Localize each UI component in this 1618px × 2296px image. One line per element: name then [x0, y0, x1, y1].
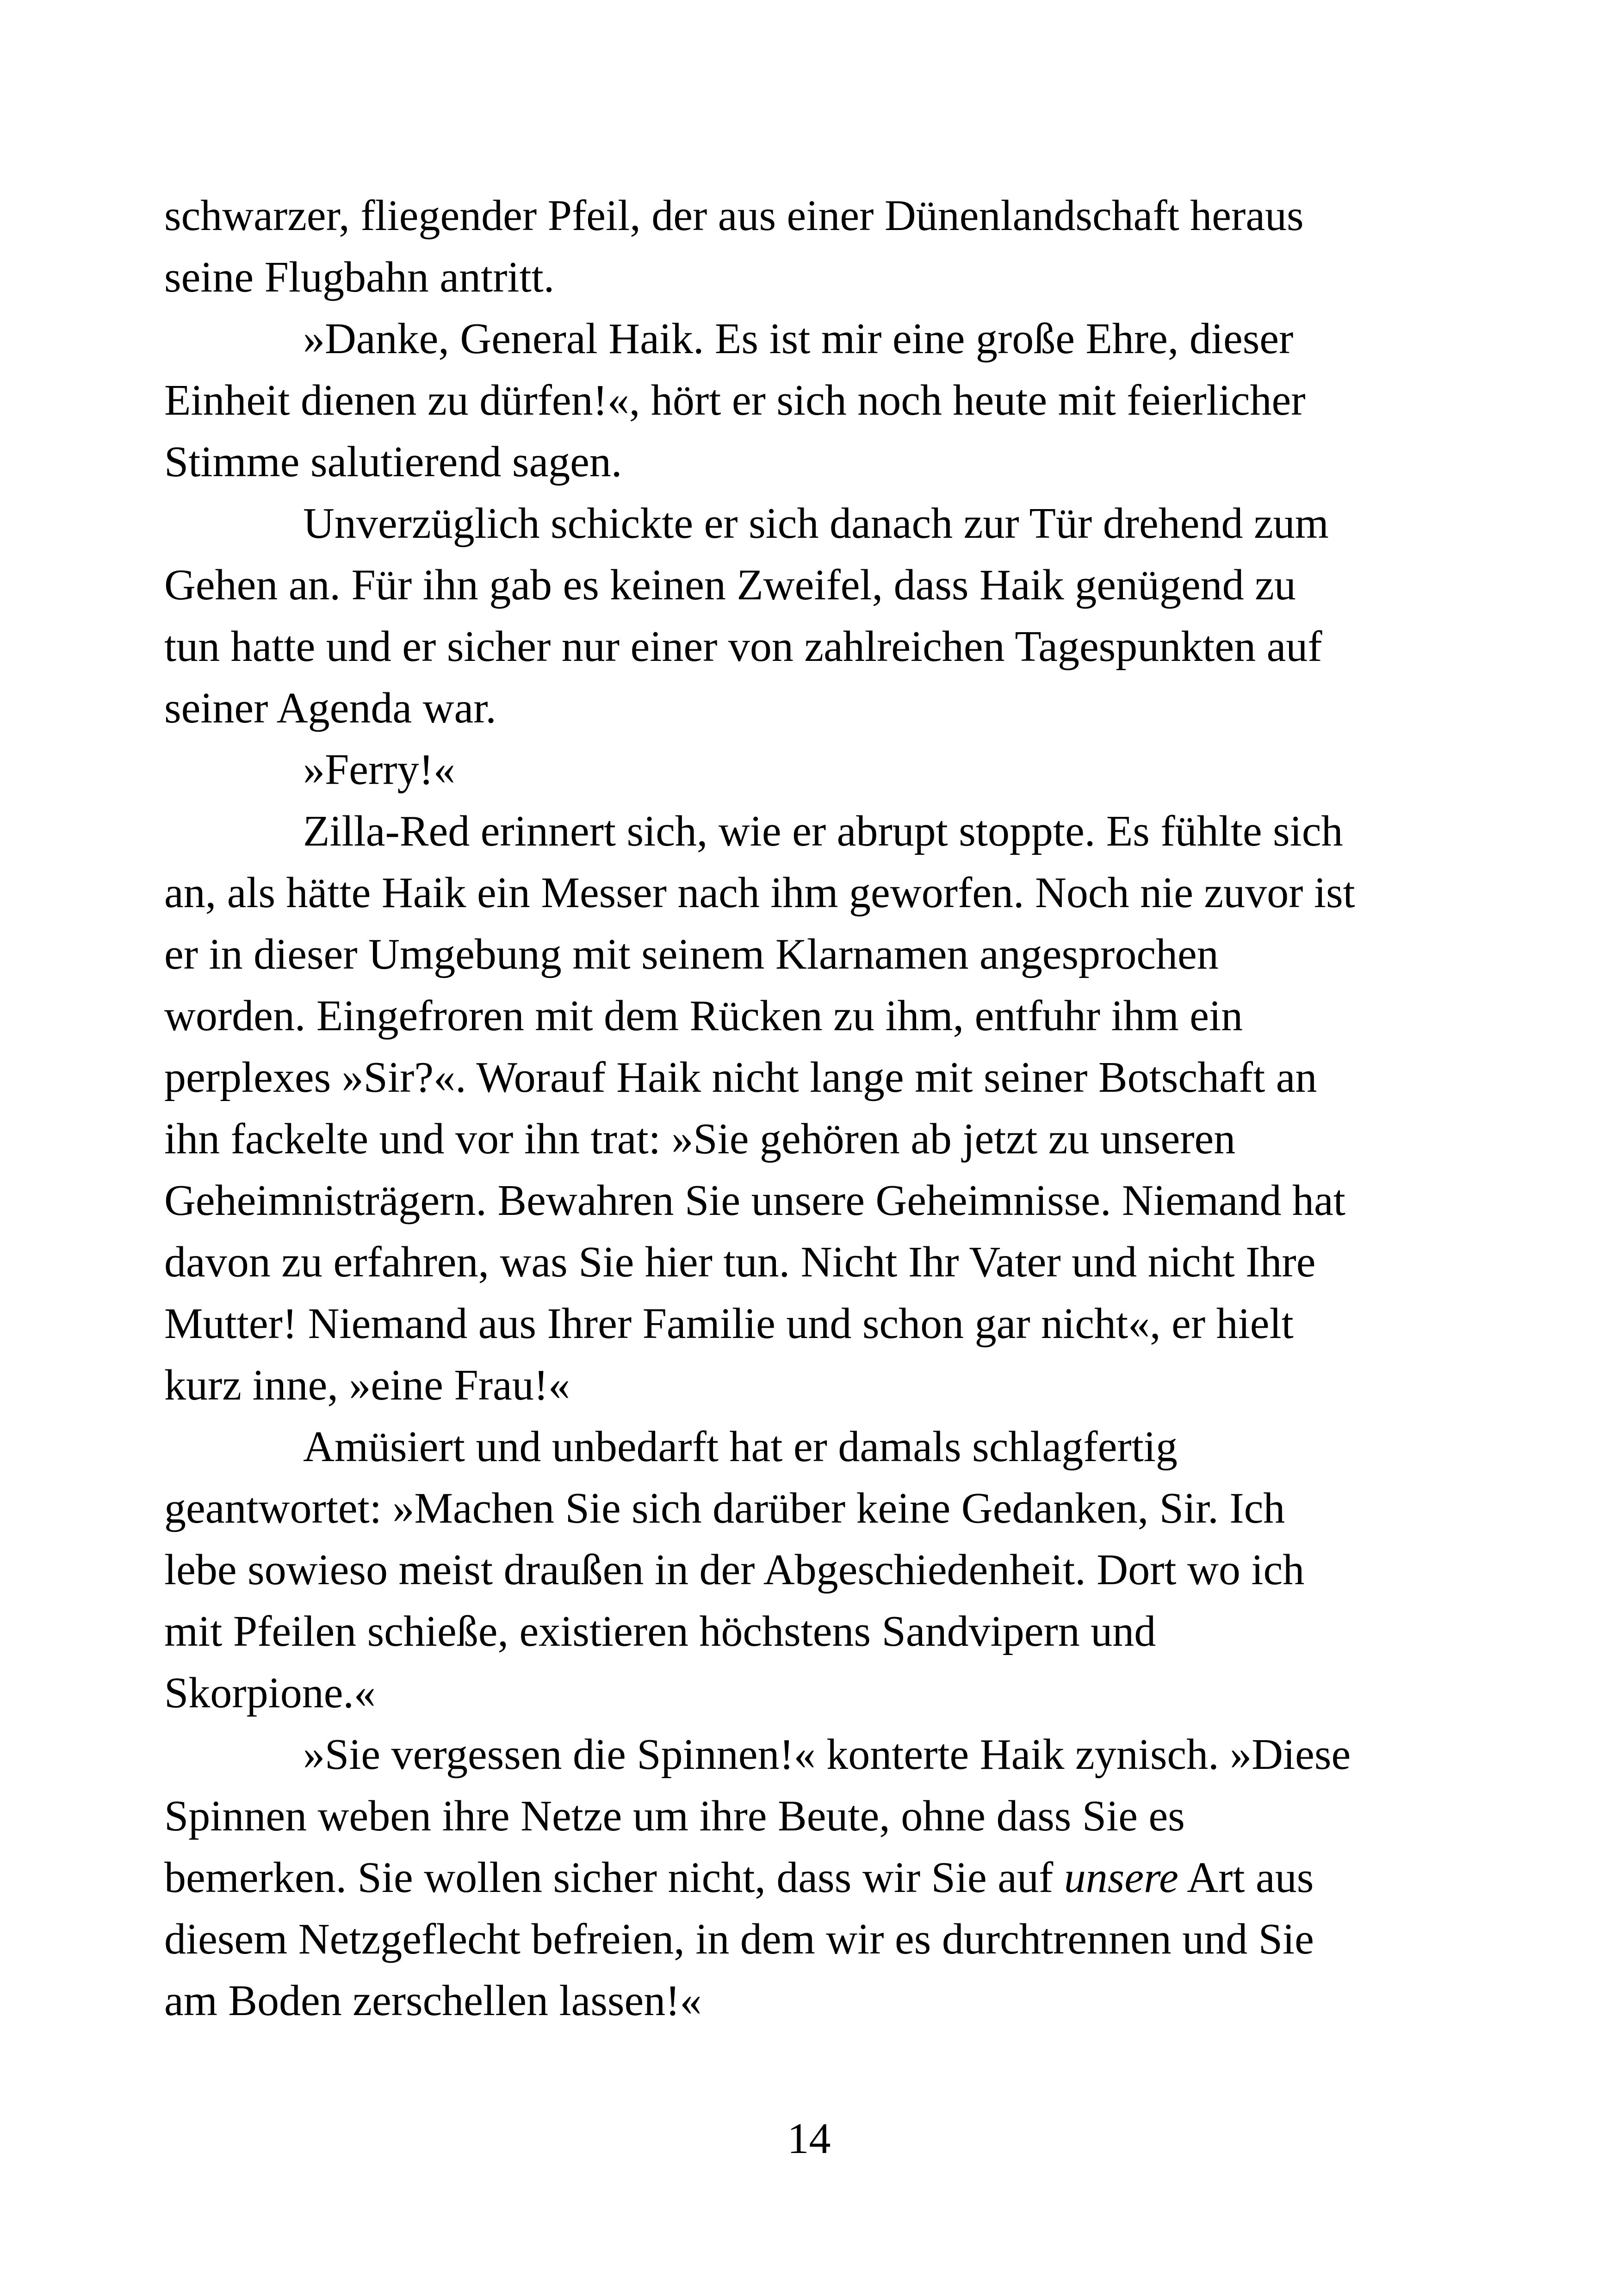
- text-line: kurz inne, »eine Frau!«: [164, 1361, 570, 1409]
- text-line: Stimme salutierend sagen.: [164, 438, 622, 486]
- text-line: Zilla-Red erinnert sich, wie er abrupt stoppte. Es fühlte sich: [303, 807, 1343, 855]
- text-line: »Danke, General Haik. Es ist mir eine große Ehre, dieser: [303, 315, 1294, 363]
- text-line: ihn fackelte und vor ihn trat: »Sie gehören ab jetzt zu unseren: [164, 1115, 1236, 1163]
- text-line: Spinnen weben ihre Netze um ihre Beute, ohne dass Sie es: [164, 1792, 1185, 1840]
- text-line: Geheimnisträgern. Bewahren Sie unsere Geheimnisse. Niemand hat: [164, 1176, 1345, 1225]
- text-line: tun hatte und er sicher nur einer von zahlreichen Tagespunkten auf: [164, 622, 1322, 671]
- text-line: »Ferry!«: [303, 746, 455, 794]
- text-line: er in dieser Umgebung mit seinem Klarnamen angesprochen: [164, 930, 1219, 978]
- text-line: lebe sowieso meist draußen in der Abgeschiedenheit. Dort wo ich: [164, 1546, 1305, 1594]
- text-line: Skorpione.«: [164, 1669, 376, 1717]
- text-line: worden. Eingefroren mit dem Rücken zu ihm, entfuhr ihm ein: [164, 992, 1243, 1040]
- text-line: Unverzüglich schickte er sich danach zur Tür drehend zum: [303, 499, 1329, 548]
- text-line: mit Pfeilen schieße, existieren höchstens Sandvipern und: [164, 1607, 1156, 1655]
- page-body: [164, 185, 1460, 2032]
- text-line: Einheit dienen zu dürfen!«, hört er sich noch heute mit feierlicher: [164, 376, 1306, 424]
- text-line: Amüsiert und unbedarft hat er damals schlagfertig: [303, 1423, 1178, 1471]
- text-line: »Sie vergessen die Spinnen!« konterte Haik zynisch. »Diese: [303, 1730, 1351, 1779]
- text-line: seiner Agenda war.: [164, 684, 496, 732]
- text-line-with-emphasis: [164, 1847, 1460, 1909]
- text-line: an, als hätte Haik ein Messer nach ihm geworfen. Noch nie zuvor ist: [164, 869, 1355, 917]
- text-line: perplexes »Sir?«. Worauf Haik nicht lange mit seiner Botschaft an: [164, 1053, 1317, 1101]
- text-line: davon zu erfahren, was Sie hier tun. Nicht Ihr Vater und nicht Ihre: [164, 1238, 1316, 1286]
- text-line: Gehen an. Für ihn gab es keinen Zweifel, dass Haik genügend zu: [164, 561, 1296, 609]
- text-line: Mutter! Niemand aus Ihrer Familie und schon gar nicht«, er hielt: [164, 1300, 1294, 1348]
- text-line: geantwortet: »Machen Sie sich darüber keine Gedanken, Sir. Ich: [164, 1484, 1285, 1532]
- page-number: 14: [787, 2115, 831, 2163]
- text-segment: bemerken. Sie wollen sicher nicht, dass wir Sie auf: [164, 1854, 1054, 1902]
- text-line: am Boden zerschellen lassen!«: [164, 1977, 702, 2025]
- text-segment: Art aus: [1178, 1854, 1314, 1902]
- text-line: diesem Netzgeflecht befreien, in dem wir es durchtrennen und Sie: [164, 1915, 1314, 1963]
- text-line: schwarzer, fliegender Pfeil, der aus einer Dünenlandschaft heraus: [164, 192, 1304, 240]
- text-line: seine Flugbahn antritt.: [164, 253, 555, 301]
- emphasized-word: unsere: [1064, 1854, 1178, 1902]
